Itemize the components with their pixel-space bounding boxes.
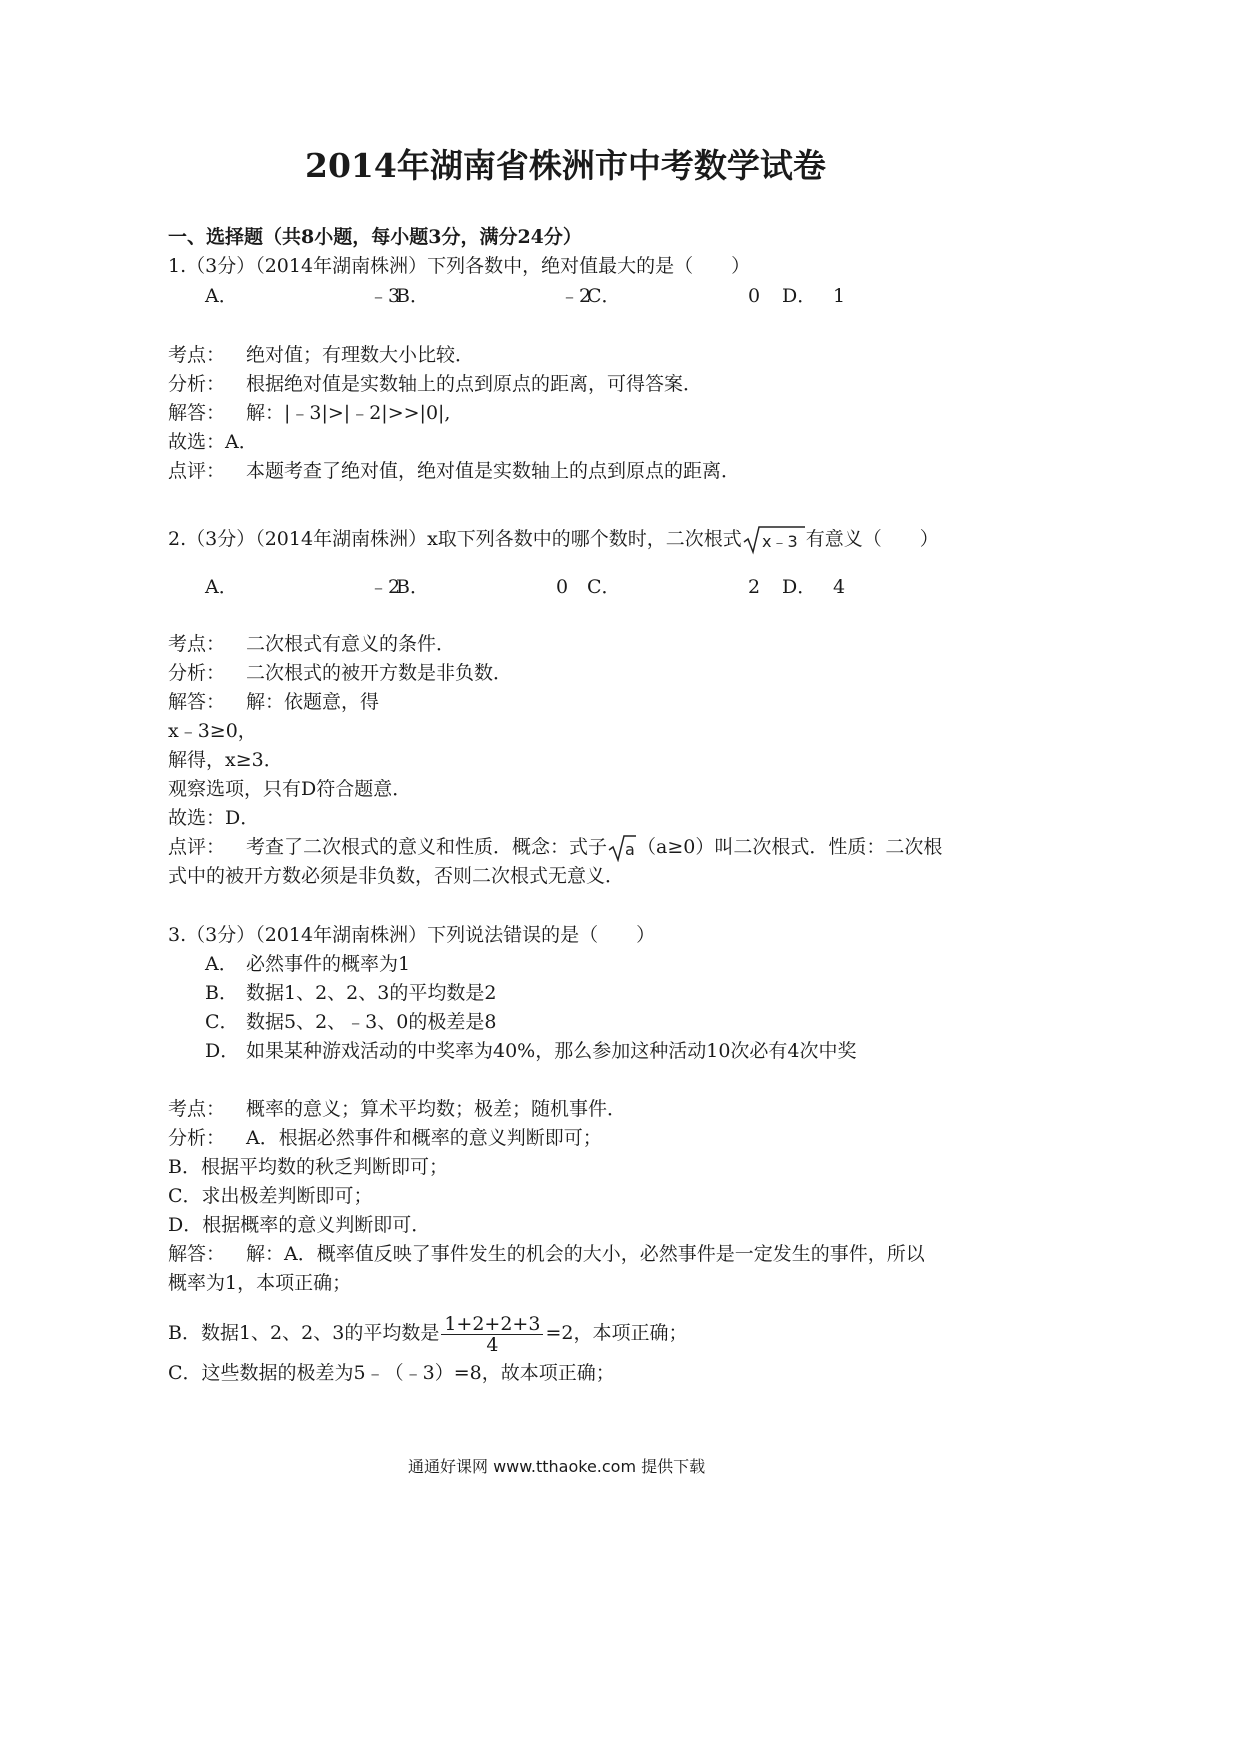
- q2-dianping-post: （a≥0）叫二次根式．性质：二次根: [637, 836, 943, 858]
- option-d-value: 1: [833, 285, 846, 307]
- q1-fenxi: 根据绝对值是实数轴上的点到原点的距离，可得答案．: [246, 373, 703, 395]
- fraction-denominator: 4: [486, 1333, 499, 1356]
- q2-dianping-pre: 考查了二次根式的意义和性质．概念：式子: [246, 836, 608, 858]
- q3-jieda-b: [168, 1311, 687, 1355]
- question-2-stem: [168, 525, 939, 555]
- sqrt-x-minus-3: [742, 525, 806, 555]
- q3-jieda-2: 概率为1，本项正确；: [168, 1272, 352, 1294]
- question-1-stem: 1.（3分）（2014年湖南株洲）下列各数中，绝对值最大的是（ ）: [168, 255, 751, 277]
- q3-fenxi: A．根据必然事件和概率的意义判断即可；: [246, 1127, 602, 1149]
- q2-radicand: x﹣3: [761, 532, 798, 551]
- q2-jieda-label: 解答：: [168, 691, 226, 713]
- q3-option-c-key: C．: [205, 1011, 239, 1033]
- q2-fenxi: 二次根式的被开方数是非负数．: [246, 662, 513, 684]
- q2-kaodian-label: 考点：: [168, 633, 226, 655]
- option-c-value: 2: [748, 576, 761, 598]
- q3-jieda-b-pre: B．数据1、2、2、3的平均数是: [168, 1322, 440, 1344]
- option-c-key: C．: [587, 576, 621, 598]
- q3-option-d-key: D．: [205, 1040, 240, 1062]
- q3-option-a-key: A．: [205, 953, 238, 975]
- q1-kaodian-label: 考点：: [168, 344, 226, 366]
- q3-kaodian: 概率的意义；算术平均数；极差；随机事件．: [246, 1098, 627, 1120]
- option-c-key: C．: [587, 285, 621, 307]
- option-a-value: ﹣3: [369, 285, 401, 307]
- q3-fenxi-label: 分析：: [168, 1127, 226, 1149]
- q2-line-2: 解得，x≥3．: [168, 749, 283, 771]
- q3-fenxi-c: C．求出极差判断即可；: [168, 1185, 373, 1207]
- q1-jieda: 解：|﹣3|>|﹣2|>>|0|,: [246, 402, 451, 424]
- q3-fenxi-d: D．根据概率的意义判断即可．: [168, 1214, 431, 1236]
- q2-dianping-label: 点评：: [168, 836, 226, 858]
- q3-option-c: 数据5、2、﹣3、0的极差是8: [246, 1011, 497, 1033]
- question-3-stem: 3.（3分）（2014年湖南株洲）下列说法错误的是（ ）: [168, 924, 656, 946]
- option-b-key: B．: [396, 576, 429, 598]
- option-b-value: ﹣2: [560, 285, 592, 307]
- footer-watermark: 通通好课网 www.tthaoke.com 提供下载: [408, 1457, 706, 1476]
- q2-line-3: 观察选项，只有D符合题意．: [168, 778, 412, 800]
- option-d-value: 4: [833, 576, 846, 598]
- q2-dianping: [246, 834, 942, 862]
- option-a-value: ﹣2: [369, 576, 401, 598]
- q3-option-b: 数据1、2、2、3的平均数是2: [246, 982, 497, 1004]
- q2-stem-post: 有意义（ ）: [805, 528, 939, 550]
- q1-kaodian: 绝对值；有理数大小比较．: [246, 344, 475, 366]
- q3-option-d: 如果某种游戏活动的中奖率为40%，那么参加这种活动10次必有4次中奖: [246, 1040, 857, 1062]
- option-a-key: A．: [205, 285, 238, 307]
- sqrt-a: [607, 834, 637, 862]
- page-title: 2014年湖南省株洲市中考数学试卷: [305, 146, 826, 185]
- q3-option-b-key: B．: [205, 982, 238, 1004]
- q2-kaodian: 二次根式有意义的条件．: [246, 633, 456, 655]
- q2-dp-radicand: a: [625, 840, 635, 859]
- q2-line-1: x﹣3≥0，: [168, 720, 257, 742]
- q2-answer: 故选：D．: [168, 807, 260, 829]
- section-heading: 一、选择题（共8小题，每小题3分，满分24分）: [168, 226, 582, 248]
- fraction-numerator: 1+2+2+3: [441, 1314, 543, 1335]
- q3-jieda-c: C．这些数据的极差为5﹣（﹣3）=8，故本项正确；: [168, 1362, 615, 1384]
- q2-jieda: 解：依题意，得: [246, 691, 380, 713]
- q1-jieda-label: 解答：: [168, 402, 226, 424]
- q3-fenxi-b: B．根据平均数的秋乏判断即可；: [168, 1156, 448, 1178]
- q2-dianping-2: 式中的被开方数必须是非负数，否则二次根式无意义．: [168, 865, 625, 887]
- q1-fenxi-label: 分析：: [168, 373, 226, 395]
- q1-dianping-label: 点评：: [168, 460, 226, 482]
- q1-dianping: 本题考查了绝对值，绝对值是实数轴上的点到原点的距离．: [246, 460, 741, 482]
- q3-jieda-label: 解答：: [168, 1243, 226, 1265]
- q2-fenxi-label: 分析：: [168, 662, 226, 684]
- option-a-key: A．: [205, 576, 238, 598]
- option-d-key: D．: [782, 576, 817, 598]
- q3-option-a: 必然事件的概率为1: [246, 953, 411, 975]
- option-d-key: D．: [782, 285, 817, 307]
- option-b-key: B．: [396, 285, 429, 307]
- q2-stem-pre: 2.（3分）（2014年湖南株洲）x取下列各数中的哪个数时，二次根式: [168, 528, 742, 550]
- q3-jieda: 解：A．概率值反映了事件发生的机会的大小，必然事件是一定发生的事件，所以: [246, 1243, 925, 1265]
- q3-jieda-b-post: =2，本项正确；: [545, 1322, 688, 1344]
- q3-kaodian-label: 考点：: [168, 1098, 226, 1120]
- option-c-value: 0: [748, 285, 761, 307]
- fraction-mean: [441, 1314, 543, 1355]
- q1-answer: 故选：A．: [168, 431, 258, 453]
- option-b-value: 0: [556, 576, 569, 598]
